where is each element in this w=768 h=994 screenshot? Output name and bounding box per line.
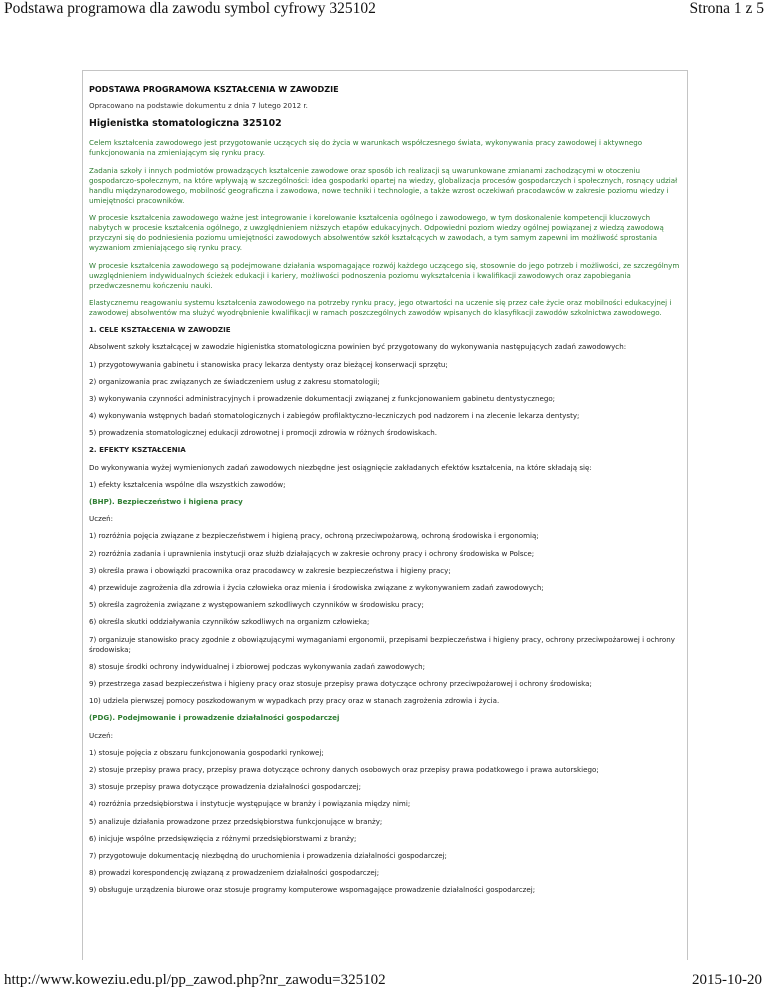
profession-title: Higienistka stomatologiczna 325102: [89, 118, 282, 130]
list-item: 5) analizuje działania prowadzone przez przedsiębiorstwa funkcjonujące w branży;: [89, 816, 383, 826]
footer-url: http://www.koweziu.edu.pl/pp_zawod.php?nr_zawodu=325102: [4, 972, 386, 988]
print-header-title: Podstawa programowa dla zawodu symbol cyfrowy 325102: [4, 0, 376, 17]
intro-paragraph: W procesie kształcenia zawodowego ważne jest integrowanie i korelowanie kształcenia ogólnego i zawodowego, w tym doskonalenie kompetencji kluczowych nabytych w procesie kształcenia ogólnego, z uwzględnieniem niższych etapów edukacyjnych. Odpowiedni poziom wiedzy ogólnej powiązanej z wiedzą zawodową przyczyni się do podniesienia poziomu umiejętności zawodowych absolwentów szkół kształcących w zawodach, a tym samym zapewni im możliwość sprostania wyzwaniom zmieniającego się rynku pracy.: [89, 213, 664, 253]
list-item: 8) prowadzi korespondencję związaną z prowadzeniem działalności gospodarczej;: [89, 868, 380, 878]
list-item: 3) określa prawa i obowiązki pracownika oraz pracodawcy w zakresie bezpieczeństwa i higieny pracy;: [89, 565, 451, 575]
list-item: 9) przestrzega zasad bezpieczeństwa i higieny pracy oraz stosuje przepisy prawa dotyczące ochrony przeciwpożarowej i ochrony środowiska;: [89, 679, 592, 688]
section-sublead: 1) efekty kształcenia wspólne dla wszystkich zawodów;: [89, 479, 286, 489]
intro-paragraph: Elastycznemu reagowaniu systemu kształcenia zawodowego na potrzeby rynku pracy, jego otwartości na uczenie się przez całe życie oraz mobilności edukacyjnej i zawodowej absolwentów ma służyć wyodrębnienie kwalifikacji w ramach poszczególnych zawodów wpisanych do klasyfikacji zawodów szkolnictwa zawodowego.: [89, 297, 672, 317]
intro-paragraph: Zadania szkoły i innych podmiotów prowadzących kształcenie zawodowe oraz sposób ich realizacji są uwarunkowane zmianami zachodzącymi w otoczeniu gospodarczo-społecznym, na które wpływają w szczególności: idea gospodarki opartej na wiedzy, globalizacja procesów gospodarczych i społecznych, rosnący udział handlu międzynarodowego, mobilność geograficzna i zawodowa, nowe techniki i technologie, a także wzrost oczekiwań pracodawców w zakresie poziomu wiedzy i umiejętności pracowników.: [89, 165, 678, 205]
list-item: 5) prowadzenia stomatologicznej edukacji zdrowotnej i promocji zdrowia w różnych środowiskach.: [89, 428, 437, 438]
document-title: PODSTAWA PROGRAMOWA KSZTAŁCENIA W ZAWODZIE: [89, 84, 339, 94]
list-item: 2) stosuje przepisy prawa pracy, przepisy prawa dotyczące ochrony danych osobowych oraz przepisy prawa podatkowego i prawa autorskiego;: [89, 764, 599, 774]
section-heading-goals: 1. CELE KSZTAŁCENIA W ZAWODZIE: [89, 325, 231, 335]
print-header: [0, 0, 768, 20]
list-item: 8) stosuje środki ochrony indywidualnej i zbiorowej podczas wykonywania zadań zawodowych;: [89, 661, 426, 671]
list-item: 5) określa zagrożenia związane z występowaniem szkodliwych czynników w środowisku pracy;: [89, 600, 424, 610]
subsection-heading-pdg: (PDG). Podejmowanie i prowadzenie działalności gospodarczej: [89, 713, 340, 723]
list-item: 10) udziela pierwszej pomocy poszkodowanym w wypadkach przy pracy oraz w stanach zagrożenia zdrowia i życia.: [89, 696, 500, 706]
list-item: 3) wykonywania czynności administracyjnych i prowadzenie dokumentacji związanej z funkcjonowaniem gabinetu dentystycznego;: [89, 393, 556, 403]
list-item: 2) rozróżnia zadania i uprawnienia instytucji oraz służb działających w zakresie ochrony pracy i ochrony środowiska w Polsce;: [89, 548, 535, 558]
list-item: 3) stosuje przepisy prawa dotyczące prowadzenia działalności gospodarczej;: [89, 782, 362, 792]
document-content: [89, 76, 683, 902]
print-header-page-number: Strona 1 z 5: [689, 0, 764, 17]
list-item: 2) organizowania prac związanych ze świadczeniem usług z zakresu stomatologii;: [89, 376, 380, 386]
list-item: 9) obsługuje urządzenia biurowe oraz stosuje programy komputerowe wspomagające prowadzenie działalności gospodarczej;: [89, 885, 536, 895]
list-item: 6) określa skutki oddziaływania czynników szkodliwych na organizm człowieka;: [89, 617, 370, 627]
document-source-note: Opracowano na podstawie dokumentu z dnia 7 lutego 2012 r.: [89, 101, 308, 111]
intro-paragraph: Celem kształcenia zawodowego jest przygotowanie uczących się do życia w warunkach współczesnego świata, wykonywania pracy zawodowej i aktywnego funkcjonowania na zmieniającym się rynku pracy.: [89, 138, 643, 158]
list-item: 4) rozróżnia przedsiębiorstwa i instytucje występujące w branży i powiązania między nimi;: [89, 799, 411, 809]
print-footer: [0, 972, 768, 992]
list-item: 1) rozróżnia pojęcia związane z bezpieczeństwem i higieną pracy, ochroną przeciwpożarową, ochroną środowiska i ergonomią;: [89, 531, 539, 541]
list-item: 7) przygotowuje dokumentację niezbędną do uruchomienia i prowadzenia działalności gospodarczej;: [89, 850, 447, 860]
list-item: 1) przygotowywania gabinetu i stanowiska pracy lekarza dentysty oraz bieżącej konserwacji sprzętu;: [89, 359, 448, 369]
intro-paragraph: W procesie kształcenia zawodowego są podejmowane działania wspomagające rozwój każdego uczącego się, stosownie do jego potrzeb i możliwości, ze szczególnym uwzględnieniem indywidualnych ścieżek edukacji i kariery, możliwości podnoszenia poziomu wykształcenia i kwalifikacji zawodowych oraz zapobiegania przedwczesnemu kończeniu nauki.: [89, 260, 680, 290]
student-label: Uczeń:: [89, 730, 114, 740]
list-item: 7) organizuje stanowisko pracy zgodnie z obowiązującymi wymaganiami ergonomii, przepisami bezpieczeństwa i higieny pracy, ochrony przeciwpożarowej i ochrony środowiska;: [89, 634, 675, 654]
section-lead: Do wykonywania wyżej wymienionych zadań zawodowych niezbędne jest osiągnięcie zakładanych efektów kształcenia, na które składają się:: [89, 462, 592, 472]
list-item: 1) stosuje pojęcia z obszaru funkcjonowania gospodarki rynkowej;: [89, 747, 324, 757]
student-label: Uczeń:: [89, 514, 114, 524]
list-item: 4) wykonywania wstępnych badań stomatologicznych i zabiegów profilaktyczno-leczniczych pod nadzorem i na zlecenie lekarza dentysty;: [89, 411, 580, 421]
section-lead: Absolwent szkoły kształcącej w zawodzie higienistka stomatologiczna powinien być przygotowany do wykonywania następujących zadań zawodowych:: [89, 342, 627, 352]
footer-date: 2015-10-20: [692, 972, 762, 988]
list-item: 6) inicjuje wspólne przedsięwzięcia z różnymi przedsiębiorstwami z branży;: [89, 833, 357, 843]
list-item: 4) przewiduje zagrożenia dla zdrowia i życia człowieka oraz mienia i środowiska związane z wykonywaniem zadań zawodowych;: [89, 582, 544, 592]
section-heading-outcomes: 2. EFEKTY KSZTAŁCENIA: [89, 445, 186, 455]
subsection-heading-bhp: (BHP). Bezpieczeństwo i higiena pracy: [89, 497, 243, 507]
